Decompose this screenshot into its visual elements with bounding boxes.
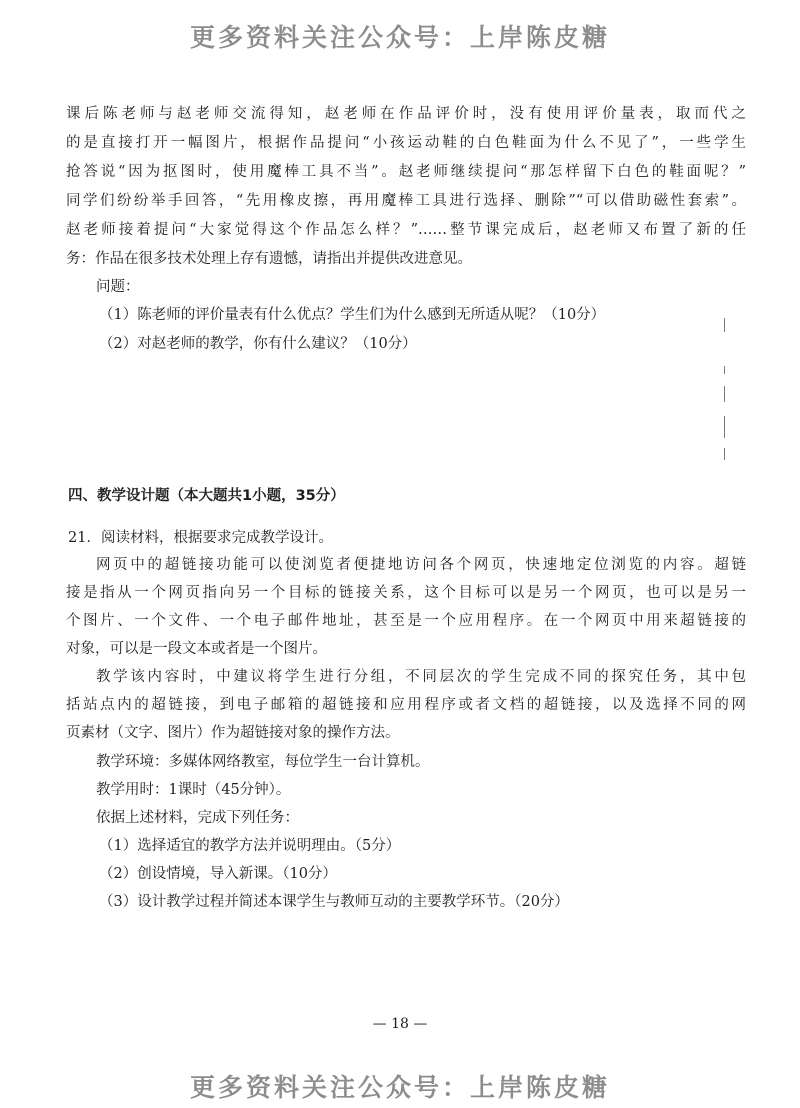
- watermark-bottom: 更多资料关注公众号：上岸陈皮糖: [189, 1073, 610, 1102]
- material-line: 页素材（文字、图片）作为超链接对象的操作方法。: [66, 725, 400, 741]
- question-item: （2）对赵老师的教学，你有什么建议？（10分）: [99, 336, 417, 352]
- task-item: （3）设计教学过程并简述本课学生与教师互动的主要教学环节。（20分）: [99, 894, 569, 910]
- case-line: 赵老师接着提问“大家觉得这个作品怎么样？”……整节课完成后，赵老师又布置了新的任: [66, 222, 746, 238]
- teaching-duration: 教学用时：1课时（45分钟）。: [96, 782, 291, 798]
- task-intro: 依据上述材料，完成下列任务：: [96, 810, 299, 826]
- page-number: — 18 —: [372, 1016, 428, 1032]
- case-line: 同学们纷纷举手回答，“先用橡皮擦，再用魔棒工具进行选择、删除”“可以借助磁性套索”。: [66, 193, 746, 209]
- material-line: 个图片、一个文件、一个电子邮件地址，甚至是一个应用程序。在一个网页中用来超链接的: [66, 613, 746, 629]
- question-label: 问题：: [96, 279, 140, 295]
- material-line: 对象，可以是一段文本或者是一个图片。: [66, 641, 327, 657]
- case-line: 的是直接打开一幅图片，根据作品提问“小孩运动鞋的白色鞋面为什么不见了”，一些学生: [66, 135, 746, 151]
- case-line: 课后陈老师与赵老师交流得知，赵老师在作品评价时，没有使用评价量表，取而代之: [66, 106, 746, 122]
- section-heading: 四、教学设计题（本大题共1小题，35分）: [68, 488, 345, 504]
- teaching-environment: 教学环境：多媒体网络教室，每位学生一台计算机。: [96, 754, 430, 770]
- task-item: （1）选择适宜的教学方法并说明理由。（5分）: [99, 838, 401, 854]
- material-line: 网页中的超链接功能可以使浏览者便捷地访问各个网页，快速地定位浏览的内容。超链: [96, 557, 746, 573]
- case-line: 务：作品在很多技术处理上存有遗憾，请指出并提供改进意见。: [66, 251, 472, 267]
- item-intro: 21．阅读材料，根据要求完成教学设计。: [68, 530, 333, 546]
- watermark-top: 更多资料关注公众号：上岸陈皮糖: [189, 23, 610, 52]
- margin-marks: [720, 318, 732, 468]
- material-line: 教学该内容时，中建议将学生进行分组，不同层次的学生完成不同的探究任务，其中包: [96, 669, 746, 685]
- task-item: （2）创设情境，导入新课。（10分）: [99, 866, 337, 882]
- question-item: （1）陈老师的评价量表有什么优点？学生们为什么感到无所适从呢？（10分）: [99, 307, 606, 323]
- case-line: 抢答说“因为抠图时，使用魔棒工具不当”。赵老师继续提问“那怎样留下白色的鞋面呢？”: [66, 164, 746, 180]
- material-line: 括站点内的超链接，到电子邮箱的超链接和应用程序或者文档的超链接，以及选择不同的网: [66, 697, 746, 713]
- material-line: 接是指从一个网页指向另一个目标的链接关系，这个目标可以是另一个网页，也可以是另一: [66, 585, 746, 601]
